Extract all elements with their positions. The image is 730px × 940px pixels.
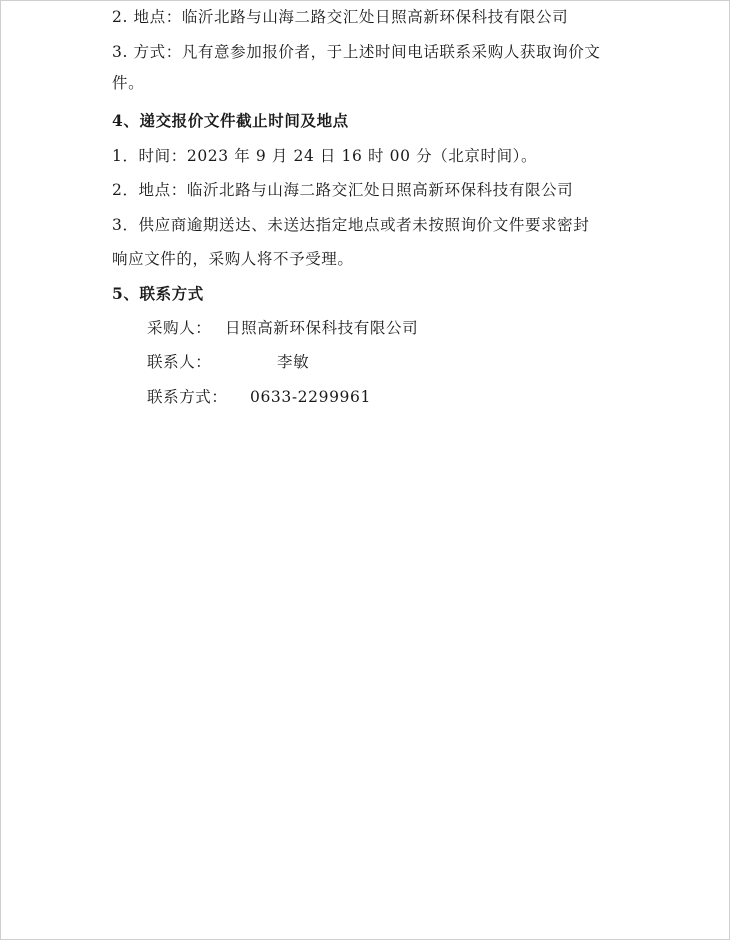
purchaser-label: 采购人： — [147, 319, 212, 337]
method-line: 3. 方式：凡有意参加报价者，于上述时间电话联系采购人获取询价文 — [112, 43, 601, 61]
contact-person-row — [147, 351, 309, 373]
location-line: 2. 地点：临沂北路与山海二路交汇处日照高新环保科技有限公司 — [112, 8, 569, 26]
late-submission-line-continued: 响应文件的，采购人将不予受理。 — [112, 250, 354, 268]
deadline-location-line: 2．地点：临沂北路与山海二路交汇处日照高新环保科技有限公司 — [112, 181, 574, 199]
deadline-time-line: 1．时间：2023 年 9 月 24 日 16 时 00 分（北京时间）。 — [112, 147, 538, 165]
method-line-continued: 件。 — [112, 74, 145, 92]
phone-label: 联系方式： — [147, 388, 228, 406]
section-5-heading: 5、联系方式 — [112, 284, 204, 303]
purchaser-row — [147, 317, 418, 339]
late-submission-line: 3．供应商逾期送达、未送达指定地点或者未按照询价文件要求密封 — [112, 216, 590, 234]
contact-person-label: 联系人： — [147, 353, 212, 371]
phone-row — [147, 386, 371, 408]
phone-value: 0633-2299961 — [250, 388, 371, 406]
purchaser-value: 日照高新环保科技有限公司 — [225, 319, 419, 337]
contact-person-value: 李敏 — [277, 353, 310, 371]
section-4-heading: 4、递交报价文件截止时间及地点 — [112, 111, 349, 130]
